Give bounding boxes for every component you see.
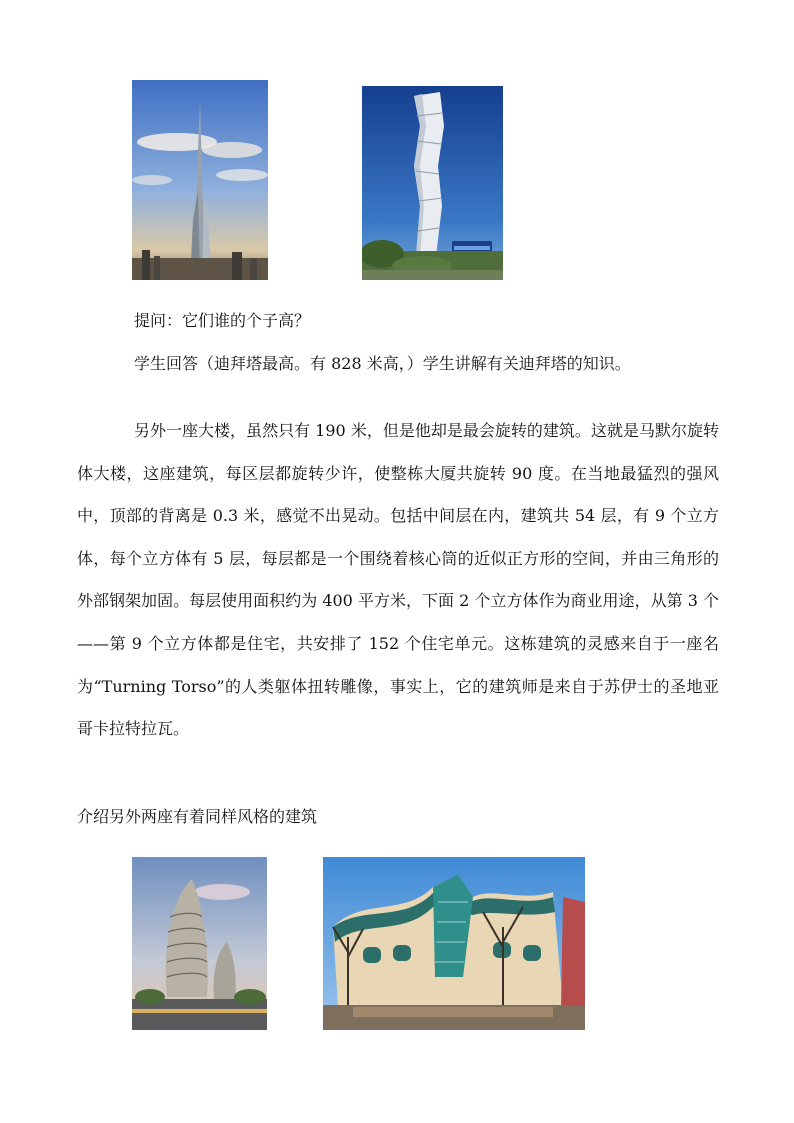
body-paragraph: 另外一座大楼，虽然只有 190 米，但是他却是最会旋转的建筑。这就是马默尔旋转体大楼，这座建筑，每区层都旋转少许，使整栋大厦共旋转 90 度。在当地最猛烈的强风中，顶部的背离是 0.3 米，感觉不出晃动。包括中间层在内，建筑共 54 层，有 9 个立方体，每个立方体有 5 层，每层都是一个围绕着核心筒的近似正方形的空间，并由三角形的外部钢架加固。每层使用面积约为 400 平方米，下面 2 个立方体作为商业用途，从第 3 个——第 9 个立方体都是住宅，共安排了 152 个住宅单元。这栋建筑的灵感来自于一座名为“Turning Torso”的人类躯体扭转雕像，事实上，它的建筑师是来自于苏伊士的圣地亚哥卡拉特拉瓦。	[77, 421, 719, 739]
intro-heading: 介绍另外两座有着同样风格的建筑	[77, 807, 318, 826]
burj-khalifa-photo	[132, 80, 268, 280]
crooked-house-photo	[323, 857, 585, 1030]
question-text: 提问：它们谁的个子高？	[134, 311, 311, 330]
curved-towers-photo	[132, 857, 267, 1030]
turning-torso-photo	[362, 86, 503, 280]
answer-text: 学生回答（迪拜塔最高。有 828 米高，）学生讲解有关迪拜塔的知识。	[134, 354, 631, 373]
